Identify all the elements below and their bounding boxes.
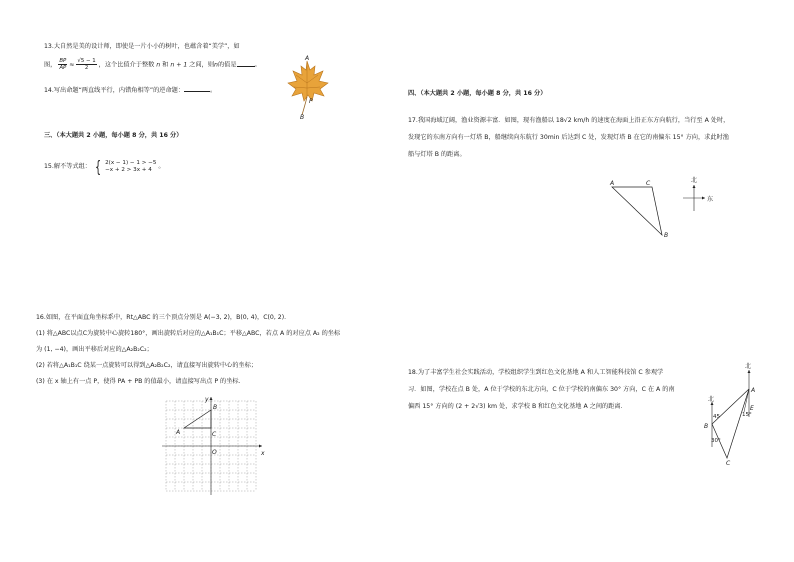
q18-line1: 18.为了丰富学生社会实践活动，学校组织学生到红色文化基地 A 和人工智能科技馆 C 参观学: [408, 369, 664, 376]
q16-label-x: x: [261, 450, 265, 457]
section-3-title: 三、（本大题共 2 小题，每小题 8 分，共 16 分）: [44, 132, 183, 139]
q16-line3: 为 (1, −4)，画出平移后对应的△A₂B₂C₂；: [36, 346, 153, 353]
q13-var-n: n: [156, 61, 161, 69]
section-4-title: 四、（本大题共 2 小题，每小题 8 分，共 16 分）: [408, 90, 547, 97]
q16-x-arrow: [259, 445, 262, 448]
q13-var-n1: n + 1: [170, 61, 188, 69]
q17-figure: [606, 175, 726, 245]
q14-text: [44, 85, 216, 95]
q18-label-b: B: [704, 423, 709, 430]
q18-label-north-b: 北: [708, 396, 715, 403]
q14-question: 14.写出命题“两直线平行，内错角相等”的逆命题：: [44, 87, 185, 94]
q15-system: [105, 160, 156, 174]
q13-line2-dot: 。: [254, 61, 261, 69]
leaf-label-a: A: [305, 55, 310, 62]
q13-line2-and: 和: [162, 61, 169, 69]
q13-approx-sign: ≈: [69, 61, 75, 69]
q16-label-c: C: [212, 431, 217, 438]
q13-ratio-den: AP: [59, 65, 67, 71]
q13-var-n-2: n: [214, 61, 218, 69]
q17-label-b: B: [664, 232, 669, 239]
leaf-label-b: B: [300, 114, 305, 121]
q18-label-north-a: 北: [745, 363, 752, 370]
q18-north-arrow-a: [748, 370, 751, 373]
q16-y-arrow: [210, 397, 213, 400]
q16-label-y: y: [205, 396, 209, 403]
q17-label-north: 北: [691, 177, 698, 184]
q13-line1: 13.大自然是美的设计师，即使是一片小小的树叶，也蕴含着“美学”，如: [44, 43, 240, 50]
q13-value-den: 2: [84, 65, 89, 71]
q13-answer-blank[interactable]: [237, 60, 255, 67]
q15-text: [44, 159, 165, 175]
q18-line2: 习．如图，学校在点 B 处，A 位于学校的东北方向，C 位于学校的南偏东 30° 方向，C 在 A 的南: [408, 386, 675, 393]
q13-line2-pre: 图，: [44, 61, 57, 69]
q16-line2: (1) 将△ABC以点C为旋转中心旋转180°，画出旋转后对应的△A₁B₁C；平移△ABC，若点 A 的对应点 A₂ 的坐标: [36, 330, 341, 337]
q14-dot: 。: [210, 87, 217, 94]
q13-value-num: √5 − 1: [77, 58, 96, 64]
q13-value-fraction: [76, 58, 96, 71]
q18-label-30: 30°: [711, 438, 721, 444]
q18-label-c: C: [726, 460, 731, 467]
q17-label-c: C: [646, 180, 651, 187]
q13-line2-mid: ，这个比值介于整数: [98, 61, 155, 69]
q16-label-b: B: [213, 404, 218, 411]
q18-triangle: [712, 389, 749, 458]
q17-line1: 17.我国海域辽阔，渔业资源丰富．如图，现有渔船以 18√2 km/h 的速度在海面上沿正东方向航行，当行至 A 处时，: [408, 117, 730, 124]
q15-ineq2: −x + 2 > 3x + 4: [105, 167, 152, 173]
q15-ineq1: 2(x − 1) − 1 > −5: [105, 160, 157, 166]
q13-ratio-num: BP: [59, 58, 67, 64]
q16-line5: (3) 在 x 轴上有一点 P，使得 PA + PB 的值最小，请直接写出点 P 的坐标．: [36, 378, 245, 385]
q16-coordinate-grid: [160, 396, 270, 496]
q18-label-a: A: [751, 387, 756, 394]
q16-line4: (2) 若将△A₁B₁C 绕某一点旋转可以得到△A₂B₂C₂，请直接写出旋转中心的坐标；: [36, 362, 258, 369]
q14-answer-blank[interactable]: [184, 85, 210, 92]
leaf-label-p: P: [309, 98, 313, 105]
q17-label-east: 东: [707, 196, 714, 203]
q17-label-a: A: [610, 180, 615, 187]
q16-label-o: O: [212, 449, 217, 456]
q17-triangle: [612, 187, 662, 235]
q17-line3: 船与灯塔 B 的距离。: [408, 151, 466, 158]
q13-ratio-fraction: [58, 58, 67, 71]
q13-line2: [44, 58, 261, 71]
q15-prefix: 15.解不等式组：: [44, 163, 91, 170]
maple-leaf-shape: [288, 61, 328, 101]
q16-line1: 16.如图，在平面直角坐标系中，Rt△ABC 的三个顶点分别是 A(−3, 2)，B(0, 4)，C(0, 2)．: [36, 314, 291, 321]
q18-label-45: 45: [713, 414, 720, 420]
q18-segment-ae: [744, 389, 749, 412]
q18-label-e: E: [750, 405, 754, 412]
q16-label-a: A: [176, 429, 181, 436]
q18-label-15: 15°: [742, 412, 752, 418]
q17-compass-east-arrow: [702, 197, 705, 200]
q18-figure: [700, 362, 760, 467]
q18-line3: 偏西 15° 方向的 (2 + 2√3) km 处，求学校 B 和红色文化基地 A 之间的距离．: [408, 403, 627, 410]
q15-brace: {: [94, 157, 102, 176]
q17-line2: 发现它的东南方向有一灯塔 B，船继续向东航行 30min 后达到 C 处，发现灯塔 B 在它的南偏东 15° 方向，求此时渔: [408, 134, 729, 141]
q15-dot: 。: [158, 163, 165, 170]
q17-compass-north-arrow: [693, 185, 696, 188]
q13-line2-end: 的值是: [217, 61, 237, 69]
maple-leaf-figure: [282, 55, 332, 120]
q13-line2-post: 之间，则: [189, 61, 215, 69]
